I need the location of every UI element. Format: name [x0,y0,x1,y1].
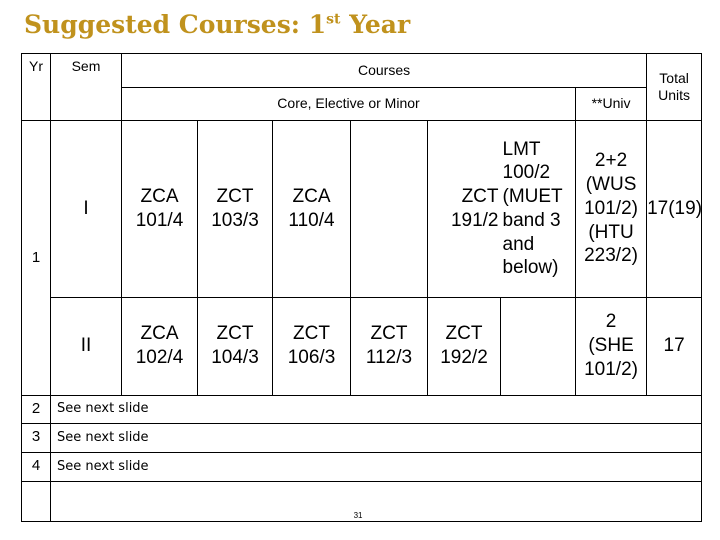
course-zct-106: ZCT 106/3 [273,297,351,395]
header-courses: Courses [122,54,647,88]
year-2-note: See next slide [51,395,702,423]
slide-title: Suggested Courses: 1st Year [24,10,411,39]
univ-sem-2: 2 (SHE 101/2) [576,297,647,395]
course-zct-112: ZCT 112/3 [351,297,428,395]
total-sem-2: 17 [647,297,702,395]
course-zca-110: ZCA 110/4 [273,121,351,297]
year-4-note: See next slide [51,452,702,481]
header-yr: Yr [22,54,51,121]
course-zct-191: ZCT 191/2 [428,121,501,297]
header-core-elective-minor: Core, Elective or Minor [122,88,576,121]
year-3-label: 3 [22,423,51,452]
course-zca-101: ZCA 101/4 [122,121,198,297]
header-total-units: Total Units [647,54,702,121]
year-4-label: 4 [22,452,51,481]
sem-2-label: II [51,297,122,395]
year-2-label: 2 [22,395,51,423]
header-sem: Sem [51,54,122,121]
course-zct-192: ZCT 192/2 [428,297,501,395]
header-univ: **Univ [576,88,647,121]
course-zca-102: ZCA 102/4 [122,297,198,395]
course-zct-104: ZCT 104/3 [198,297,273,395]
empty-cell [351,121,428,297]
page-number: 31 [51,481,702,521]
course-zct-103: ZCT 103/3 [198,121,273,297]
univ-sem-1: 2+2 (WUS 101/2) (HTU 223/2) [576,121,647,297]
year-3-note: See next slide [51,423,702,452]
empty-cell [22,481,51,521]
sem-1-label: I [51,121,122,297]
total-sem-1: 17(19) [647,121,702,297]
course-lmt-100: LMT 100/2 (MUET band 3 and below) [501,121,576,297]
empty-cell [501,297,576,395]
year-1-label: 1 [22,121,51,396]
courses-table [21,53,702,522]
